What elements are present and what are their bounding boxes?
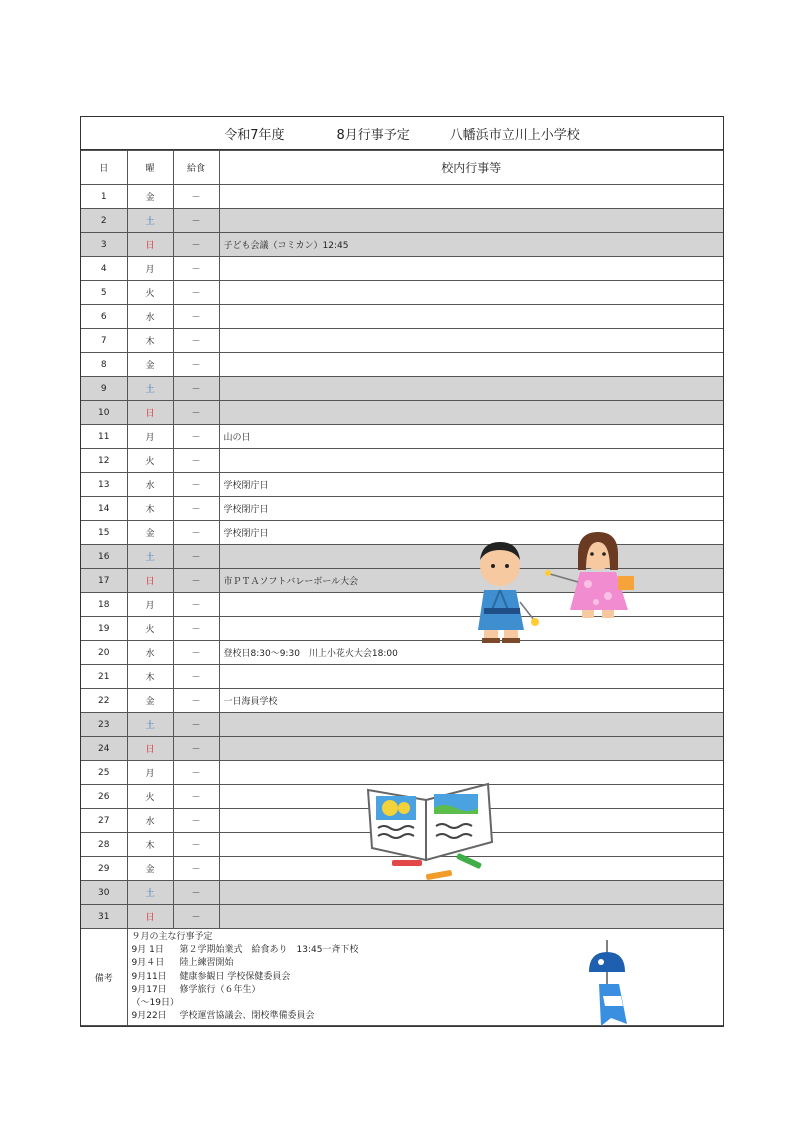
weekday-cell: 木: [127, 665, 173, 689]
weekday-cell: 木: [127, 833, 173, 857]
weekday-cell: 金: [127, 353, 173, 377]
lunch-cell: －: [173, 665, 219, 689]
schedule-row: [81, 233, 723, 257]
notes-item-date: 9月22日: [131, 1011, 167, 1022]
day-cell: 22: [81, 689, 127, 713]
weekday-cell: 土: [127, 881, 173, 905]
event-cell: [219, 377, 723, 401]
schedule-row: [81, 425, 723, 449]
weekday-cell: 土: [127, 713, 173, 737]
page-title: 8月行事予定: [336, 127, 410, 143]
weekday-cell: 土: [127, 545, 173, 569]
day-cell: 19: [81, 617, 127, 641]
day-cell: 5: [81, 281, 127, 305]
crayon-orange: [426, 870, 453, 880]
schedule-row: [81, 257, 723, 281]
weekday-cell: 木: [127, 497, 173, 521]
schedule-row: [81, 209, 723, 233]
event-cell: 学校閉庁日: [219, 473, 723, 497]
day-cell: 3: [81, 233, 127, 257]
day-cell: 31: [81, 905, 127, 929]
day-cell: 7: [81, 329, 127, 353]
lunch-cell: －: [173, 737, 219, 761]
notes-heading: ９月の主な行事予定: [131, 932, 213, 942]
weekday-cell: 金: [127, 521, 173, 545]
day-cell: 12: [81, 449, 127, 473]
lunch-cell: －: [173, 425, 219, 449]
day-cell: 1: [81, 185, 127, 209]
weekday-cell: 火: [127, 281, 173, 305]
day-cell: 17: [81, 569, 127, 593]
yukata-children-illustration: [470, 530, 640, 648]
lunch-cell: －: [173, 209, 219, 233]
schedule-row: [81, 281, 723, 305]
event-cell: [219, 665, 723, 689]
weekday-cell: 月: [127, 257, 173, 281]
weekday-cell: 火: [127, 449, 173, 473]
title-row: [81, 117, 723, 150]
schedule-row: [81, 497, 723, 521]
weekday-cell: 日: [127, 401, 173, 425]
weekday-cell: 水: [127, 641, 173, 665]
weekday-cell: 火: [127, 617, 173, 641]
notes-item-text: 学校運営協議会、閉校準備委員会: [179, 1011, 315, 1022]
weekday-cell: 木: [127, 329, 173, 353]
notes-item-text: 陸上練習開始: [179, 958, 234, 969]
lunch-cell: －: [173, 353, 219, 377]
day-cell: 28: [81, 833, 127, 857]
weekday-cell: 水: [127, 473, 173, 497]
lunch-cell: －: [173, 809, 219, 833]
notes-item-text: 修学旅行（６年生）: [179, 984, 261, 995]
lunch-cell: －: [173, 833, 219, 857]
schedule-row: [81, 449, 723, 473]
event-cell: [219, 401, 723, 425]
schedule-row: [81, 305, 723, 329]
weekday-cell: 土: [127, 377, 173, 401]
day-cell: 26: [81, 785, 127, 809]
schedule-row: [81, 473, 723, 497]
lunch-cell: －: [173, 593, 219, 617]
school-name: 八幡浜市立川上小学校: [449, 127, 580, 143]
day-cell: 21: [81, 665, 127, 689]
day-cell: 23: [81, 713, 127, 737]
notes-item-date: 9月11日: [131, 971, 167, 982]
event-cell: [219, 713, 723, 737]
schedule-row: [81, 689, 723, 713]
weekday-cell: 日: [127, 569, 173, 593]
schedule-row: [81, 353, 723, 377]
event-cell: [219, 329, 723, 353]
notes-item-date: （～19日）: [131, 998, 179, 1009]
event-cell: 市ＰＴＡソフトバレーボール大会: [219, 569, 723, 593]
weekday-cell: 水: [127, 305, 173, 329]
weekday-cell: 日: [127, 905, 173, 929]
schedule-row: [81, 737, 723, 761]
schedule-row: [81, 329, 723, 353]
event-cell: 学校閉庁日: [219, 497, 723, 521]
col-events: 校内行事等: [219, 151, 723, 185]
day-cell: 24: [81, 737, 127, 761]
day-cell: 6: [81, 305, 127, 329]
day-cell: 13: [81, 473, 127, 497]
weekday-cell: 月: [127, 593, 173, 617]
event-cell: [219, 305, 723, 329]
event-cell: [219, 353, 723, 377]
day-cell: 9: [81, 377, 127, 401]
notes-label: 備考: [81, 929, 127, 1026]
event-cell: 子ども会議（コミカン）12:45: [219, 233, 723, 257]
weekday-cell: 火: [127, 785, 173, 809]
day-cell: 29: [81, 857, 127, 881]
event-cell: [219, 185, 723, 209]
day-cell: 16: [81, 545, 127, 569]
event-cell: 一日海員学校: [219, 689, 723, 713]
schedule-row: [81, 905, 723, 929]
lunch-cell: －: [173, 521, 219, 545]
col-weekday: 曜: [127, 151, 173, 185]
event-cell: [219, 281, 723, 305]
picture-book-illustration: [364, 778, 494, 884]
notes-item-text: 健康参観日 学校保健委員会: [179, 971, 291, 982]
lunch-cell: －: [173, 713, 219, 737]
lunch-cell: －: [173, 281, 219, 305]
notes-item-date: 9月４日: [131, 958, 165, 969]
weekday-cell: 日: [127, 737, 173, 761]
notes-item-date: 9月17日: [131, 984, 167, 995]
notes-item-text: 第２学期始業式 給食あり 13:45一斉下校: [179, 945, 359, 956]
weekday-cell: 金: [127, 689, 173, 713]
day-cell: 15: [81, 521, 127, 545]
lunch-cell: －: [173, 401, 219, 425]
col-day: 日: [81, 151, 127, 185]
lunch-cell: －: [173, 233, 219, 257]
day-cell: 11: [81, 425, 127, 449]
lunch-cell: －: [173, 905, 219, 929]
day-cell: 18: [81, 593, 127, 617]
event-cell: [219, 449, 723, 473]
lunch-cell: －: [173, 449, 219, 473]
day-cell: 25: [81, 761, 127, 785]
weekday-cell: 月: [127, 761, 173, 785]
lunch-cell: －: [173, 473, 219, 497]
lunch-cell: －: [173, 377, 219, 401]
lunch-cell: －: [173, 329, 219, 353]
event-cell: 学校閉庁日: [219, 521, 723, 545]
day-cell: 20: [81, 641, 127, 665]
lunch-cell: －: [173, 785, 219, 809]
notes-item-date: 9月 1日: [131, 945, 164, 956]
day-cell: 14: [81, 497, 127, 521]
day-cell: 27: [81, 809, 127, 833]
weekday-cell: 月: [127, 425, 173, 449]
lunch-cell: －: [173, 617, 219, 641]
sparkler: [531, 618, 539, 626]
weekday-cell: 日: [127, 233, 173, 257]
weekday-cell: 金: [127, 185, 173, 209]
day-cell: 30: [81, 881, 127, 905]
fiscal-year: 令和7年度: [224, 127, 285, 143]
crayon-green: [456, 853, 482, 869]
crayon-red: [392, 860, 422, 866]
day-cell: 10: [81, 401, 127, 425]
event-cell: [219, 881, 723, 905]
schedule-row: [81, 401, 723, 425]
event-cell: 山の日: [219, 425, 723, 449]
weekday-cell: 水: [127, 809, 173, 833]
lunch-cell: －: [173, 689, 219, 713]
col-lunch: 給食: [173, 151, 219, 185]
wind-chime-illustration: [575, 940, 645, 1030]
weekday-cell: 土: [127, 209, 173, 233]
schedule-row: [81, 713, 723, 737]
lunch-cell: －: [173, 881, 219, 905]
event-cell: 登校日8:30～9:30 川上小花火大会18:00: [219, 641, 723, 665]
day-cell: 2: [81, 209, 127, 233]
day-cell: 4: [81, 257, 127, 281]
lunch-cell: －: [173, 569, 219, 593]
schedule-row: [81, 185, 723, 209]
schedule-row: [81, 881, 723, 905]
lunch-cell: －: [173, 185, 219, 209]
lunch-cell: －: [173, 857, 219, 881]
event-cell: [219, 209, 723, 233]
lunch-cell: －: [173, 497, 219, 521]
weekday-cell: 金: [127, 857, 173, 881]
lunch-cell: －: [173, 305, 219, 329]
header-row: [81, 151, 723, 185]
lunch-cell: －: [173, 641, 219, 665]
event-cell: [219, 257, 723, 281]
chime-bell: [589, 952, 625, 972]
schedule-row: [81, 665, 723, 689]
day-cell: 8: [81, 353, 127, 377]
schedule-row: [81, 377, 723, 401]
lunch-cell: －: [173, 545, 219, 569]
lunch-cell: －: [173, 257, 219, 281]
lunch-cell: －: [173, 761, 219, 785]
event-cell: [219, 737, 723, 761]
event-cell: [219, 905, 723, 929]
